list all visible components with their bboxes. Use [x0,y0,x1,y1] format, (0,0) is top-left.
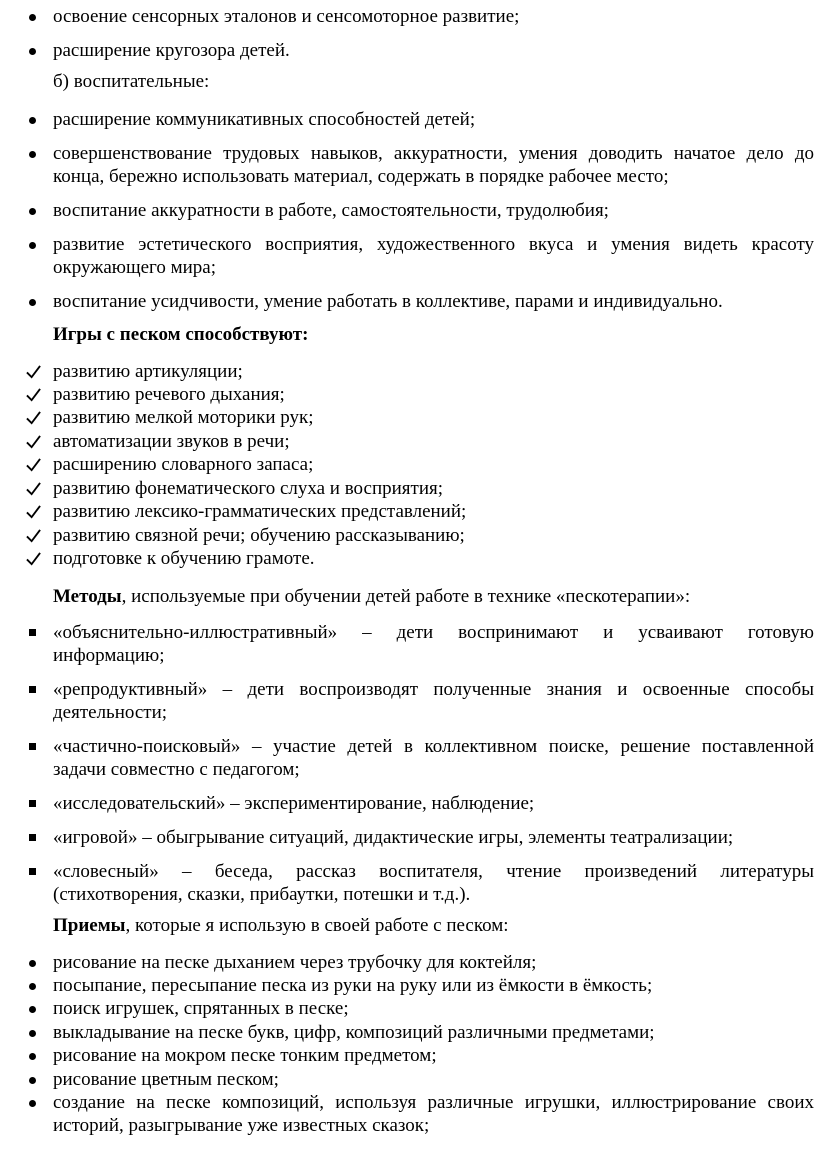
bullet-icon [29,48,36,55]
list-item: «репродуктивный» – дети воспроизводят полученные знания и освоенные способы [53,679,814,700]
bullet-icon [29,299,36,306]
list-item: подготовке к обучению грамоте. [53,548,315,569]
square-bullet-icon [29,800,36,807]
checkmark-icon [26,481,41,496]
list-item: расширению словарного запаса; [53,454,314,475]
list-item: освоение сенсорных эталонов и сенсомоторное развитие; [53,6,520,27]
list-item: «частично-поисковый» – участие детей в коллективном поиске, решение поставленной [53,736,814,757]
list-item: развитию связной речи; обучению рассказыванию; [53,525,465,546]
list-item-continuation: задачи совместно с педагогом; [53,759,300,780]
list-item-continuation: (стихотворения, сказки, прибаутки, потешки и т.д.). [53,884,471,905]
checkmark-icon [26,504,41,519]
list-item: расширение кругозора детей. [53,40,290,61]
list-item: «словесный» – беседа, рассказ воспитателя, чтение произведений литературы [53,861,814,882]
checkmark-icon [26,410,41,425]
bullet-icon [29,983,36,990]
bullet-icon [29,1053,36,1060]
square-bullet-icon [29,629,36,636]
bullet-icon [29,1100,36,1107]
bullet-icon [29,208,36,215]
square-bullet-icon [29,686,36,693]
list-item: рисование на песке дыханием через трубочку для коктейля; [53,952,537,973]
bullet-icon [29,242,36,249]
square-bullet-icon [29,868,36,875]
list-item: воспитание аккуратности в работе, самостоятельности, трудолюбия; [53,200,609,221]
methods-intro: Методы, используемые при обучении детей работе в технике «пескотерапии»: [53,586,691,607]
bullet-icon [29,14,36,21]
list-item: развитие эстетического восприятия, художественного вкуса и умения видеть красоту [53,234,814,255]
list-item: совершенствование трудовых навыков, аккуратности, умения доводить начатое дело до [53,143,814,164]
checkmark-icon [26,387,41,402]
list-item-continuation: конца, бережно использовать материал, содержать в порядке рабочее место; [53,166,669,187]
bullet-icon [29,960,36,967]
checkmark-icon [26,528,41,543]
bullet-icon [29,151,36,158]
list-item: развитию лексико-грамматических представлений; [53,501,467,522]
list-item: развитию речевого дыхания; [53,384,285,405]
list-item: «исследовательский» – экспериментирование, наблюдение; [53,793,535,814]
list-item: посыпание, пересыпание песка из руки на руку или из ёмкости в ёмкость; [53,975,653,996]
list-item: «объяснительно-иллюстративный» – дети воспринимают и усваивают готовую [53,622,814,643]
checkmark-icon [26,457,41,472]
checkmark-icon [26,434,41,449]
list-item-continuation: информацию; [53,645,165,666]
list-item: развитию мелкой моторики рук; [53,407,314,428]
checkmark-icon [26,551,41,566]
list-item-continuation: историй, разыгрывание уже известных сказок; [53,1115,430,1136]
bullet-icon [29,117,36,124]
list-item-continuation: окружающего мира; [53,257,217,278]
bullet-icon [29,1077,36,1084]
list-item: выкладывание на песке букв, цифр, композиций различными предметами; [53,1022,655,1043]
section-heading: б) воспитательные: [53,71,210,92]
list-item: автоматизации звуков в речи; [53,431,290,452]
list-item-continuation: деятельности; [53,702,168,723]
list-item: развитию артикуляции; [53,361,243,382]
list-item: создание на песке композиций, используя различные игрушки, иллюстрирование своих [53,1092,814,1113]
square-bullet-icon [29,834,36,841]
list-item: поиск игрушек, спрятанных в песке; [53,998,349,1019]
list-item: рисование цветным песком; [53,1069,279,1090]
section-heading: Игры с песком способствуют: [53,324,309,345]
list-item: воспитание усидчивости, умение работать в коллективе, парами и индивидуально. [53,291,723,312]
list-item: расширение коммуникативных способностей детей; [53,109,476,130]
techniques-intro: Приемы, которые я использую в своей работе с песком: [53,915,509,936]
bullet-icon [29,1006,36,1013]
bullet-icon [29,1030,36,1037]
list-item: рисование на мокром песке тонким предметом; [53,1045,437,1066]
list-item: развитию фонематического слуха и восприятия; [53,478,444,499]
list-item: «игровой» – обыгрывание ситуаций, дидактические игры, элементы театрализации; [53,827,734,848]
checkmark-icon [26,364,41,379]
square-bullet-icon [29,743,36,750]
